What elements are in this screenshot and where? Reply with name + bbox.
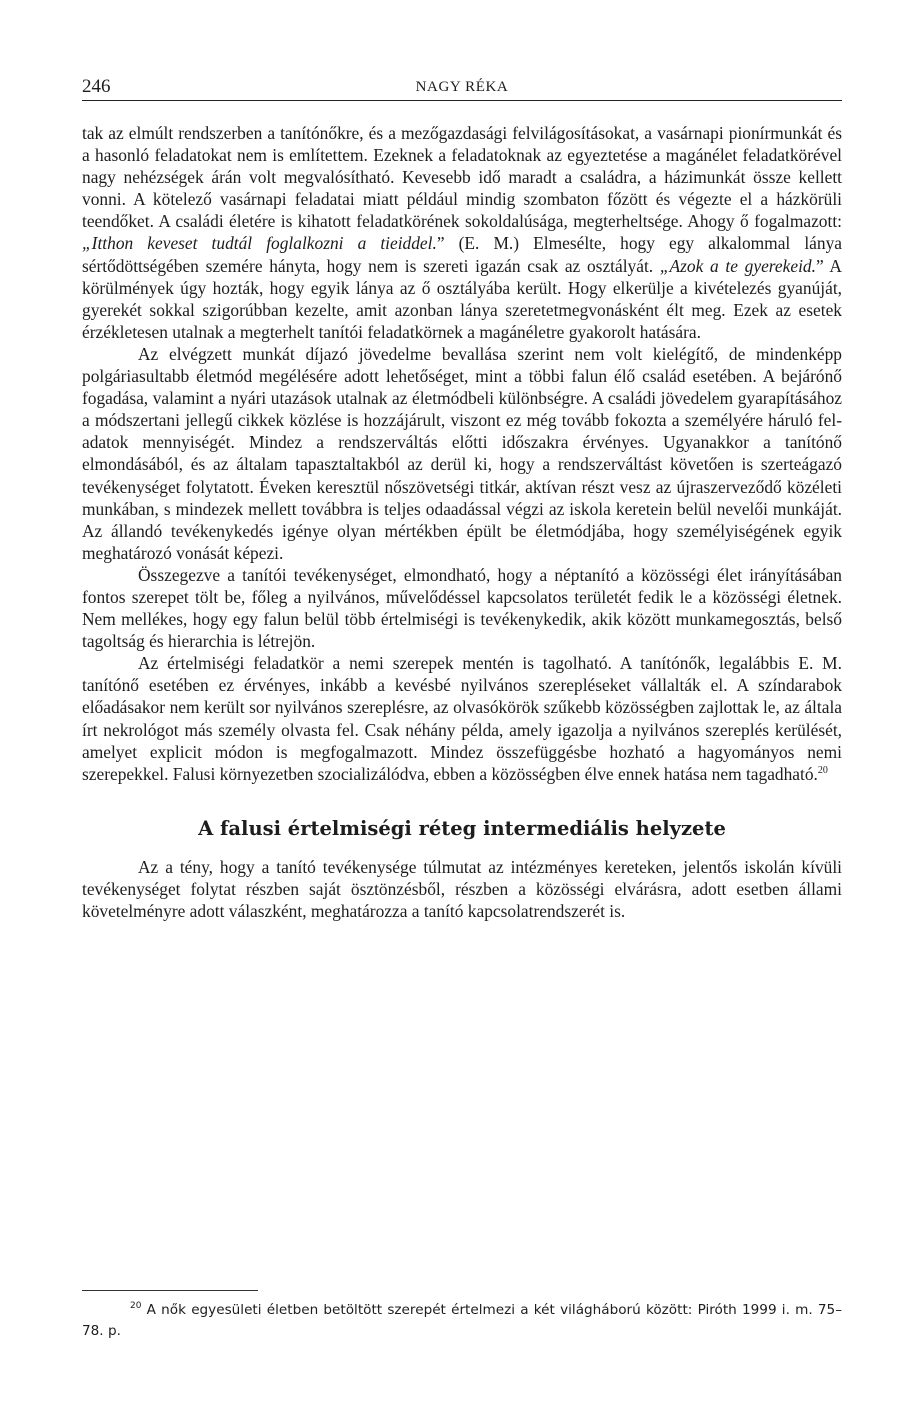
quote-italic: „Azok a te gyerekeid. [659, 255, 816, 276]
footnote-reference[interactable]: 20 [817, 764, 828, 776]
footnote [82, 1300, 842, 1342]
running-header [82, 78, 842, 101]
text-segment: ” (E. M.) Elmesélte, hogy egy alkalommal lánya sértődöttségében szemére hányta, hogy nem is szereti igazán csak az osztályát. [82, 233, 842, 276]
paragraph-3 [82, 564, 842, 652]
text-segment: tak az elmúlt rendszerben a tanítónőkre, és a mezőgazdasági felvilágosításokat, a vasárnapi pionírmunkát és a hasonló feladatokat nem is említettem. Ezeknek a feladatoknak az egyeztetése a magánélet feladatkörével nagy nehézségek árán volt megvalósítható. Kevesebb idő maradt a családra, a házimunkát össze kellett vonni. A kötelező vasárnapi feladatai miatt például mindig szombaton főzött és végezte el a házkörüli teendőket. A családi életére is kihatott feladatkörének sokoldalúsága, megterheltsége. Ahogy ő fogalmazott: [82, 123, 842, 232]
paragraph-2 [82, 343, 842, 564]
text-segment: Összegezve a tanítói tevékenységet, elmondható, hogy a néptanító a közösségi élet irányításában fontos szerepet tölt be, főleg a nyilvános, művelődéssel kapcsolatos területét fedik le a közösségi életnek. Nem mellékes, hogy egy falun belül több értelmiségi is tevékenykedik, akik között munkamegosztás, belső tagoltság és hierarchia is létrejön. [82, 564, 842, 652]
section-heading: A falusi értelmiségi réteg intermediális helyzete [198, 816, 726, 840]
text-segment: ” A körülmények úgy hozták, hogy egyik lánya az ő osztályába került. Hogy elkerülje a kivételezés gyanúját, gyerekét sokkal szigorúbban kezelte, amit azonban lánya szeretetmegvonásként élt meg. Ezek az esetek érzékletesen utalnak a megterhelt tanítói feladatkörnek a magánéletre gyakorolt hatására. [82, 255, 842, 342]
paragraph-4 [82, 652, 842, 785]
running-head-author: NAGY RÉKA [415, 79, 509, 95]
page-number: 246 [82, 76, 111, 97]
footnote-number: 20 [130, 1301, 142, 1311]
text-segment: Az a tény, hogy a tanító tevékenysége túlmutat az intézményes kereteken, jelentős iskolán kívüli tevékenységet folytat részben saját ösztönzésből, részben a közösségi elvárásra, adott esetben állami követelményre adott válaszként, meghatározza a tanító kapcsolatrendszerét is. [82, 856, 842, 921]
footnote-divider [82, 1290, 258, 1291]
text-segment: Az értelmiségi feladatkör a nemi szerepek mentén is tagolható. A tanítónők, legalábbis E. M. tanítónő esetében ez érvényes, inkább a kevésbé nyilvános szerepléseket vállalták el. A színdarabok előadásakor nem került sor nyilvános szereplésre, az olvasókörök szűkebb közösségben zajlottak le, az általa írt nekrológot más személy olvasta fel. Csak néhány példa, amely igazolja a nyilvános szereplés kerülését, amelyet explicit módon is megfogalmazott. Mindez összefüggésbe hozható a hagyományos nemi szerepekkel. Falusi környezetben szocializálódva, ebben a közösségben élve ennek hatása nem tagadható. [82, 653, 842, 784]
body-text [82, 122, 842, 922]
paragraph-5 [82, 856, 842, 922]
quote-italic: „Itthon keveset tudtál foglalkozni a tieiddel. [82, 233, 437, 254]
paragraph-1 [82, 122, 842, 343]
footnote-text: A nők egyesületi életben betöltött szerepét értelmezi a két világháború között: Piróth 1999 i. m. 75–78. p. [82, 1302, 842, 1339]
text-segment: Az elvégzett munkát díjazó jövedelme bevallása szerint nem volt kielégítő, de mindenképp polgáriasultabb életmód megélésére adott lehetőséget, mint a többi falun élő család esetében. A bejárónő fogadása, valamint a nyári utazások utalnak az életmódbeli különbségre. A családi jövedelem gyarapításához a módszertani jellegű cikkek közlése is hozzájárult, viszont ez még tovább fokozta a személyére háruló feladatok mennyiségét. Mindez a rendszerváltás előtti időszakra érvényes. Ugyanakkor a tanítónő elmondásából, és az általam tapasztaltakból az derül ki, hogy a rendszerváltást követően is szerteágazó tevékenységet folytatott. Éveken keresztül nőszövetségi titkár, aktívan részt vesz az újraszerveződő közéleti munkában, s mindezek mellett továbbra is teljes odaadással végzi az iskola keretein belül nevelői munkáját. Az állandó tevékenykedés igénye olyan mértékben épült be életmódjába, hogy személyiségének egyik meghatározó vonását képezi. [82, 343, 842, 563]
